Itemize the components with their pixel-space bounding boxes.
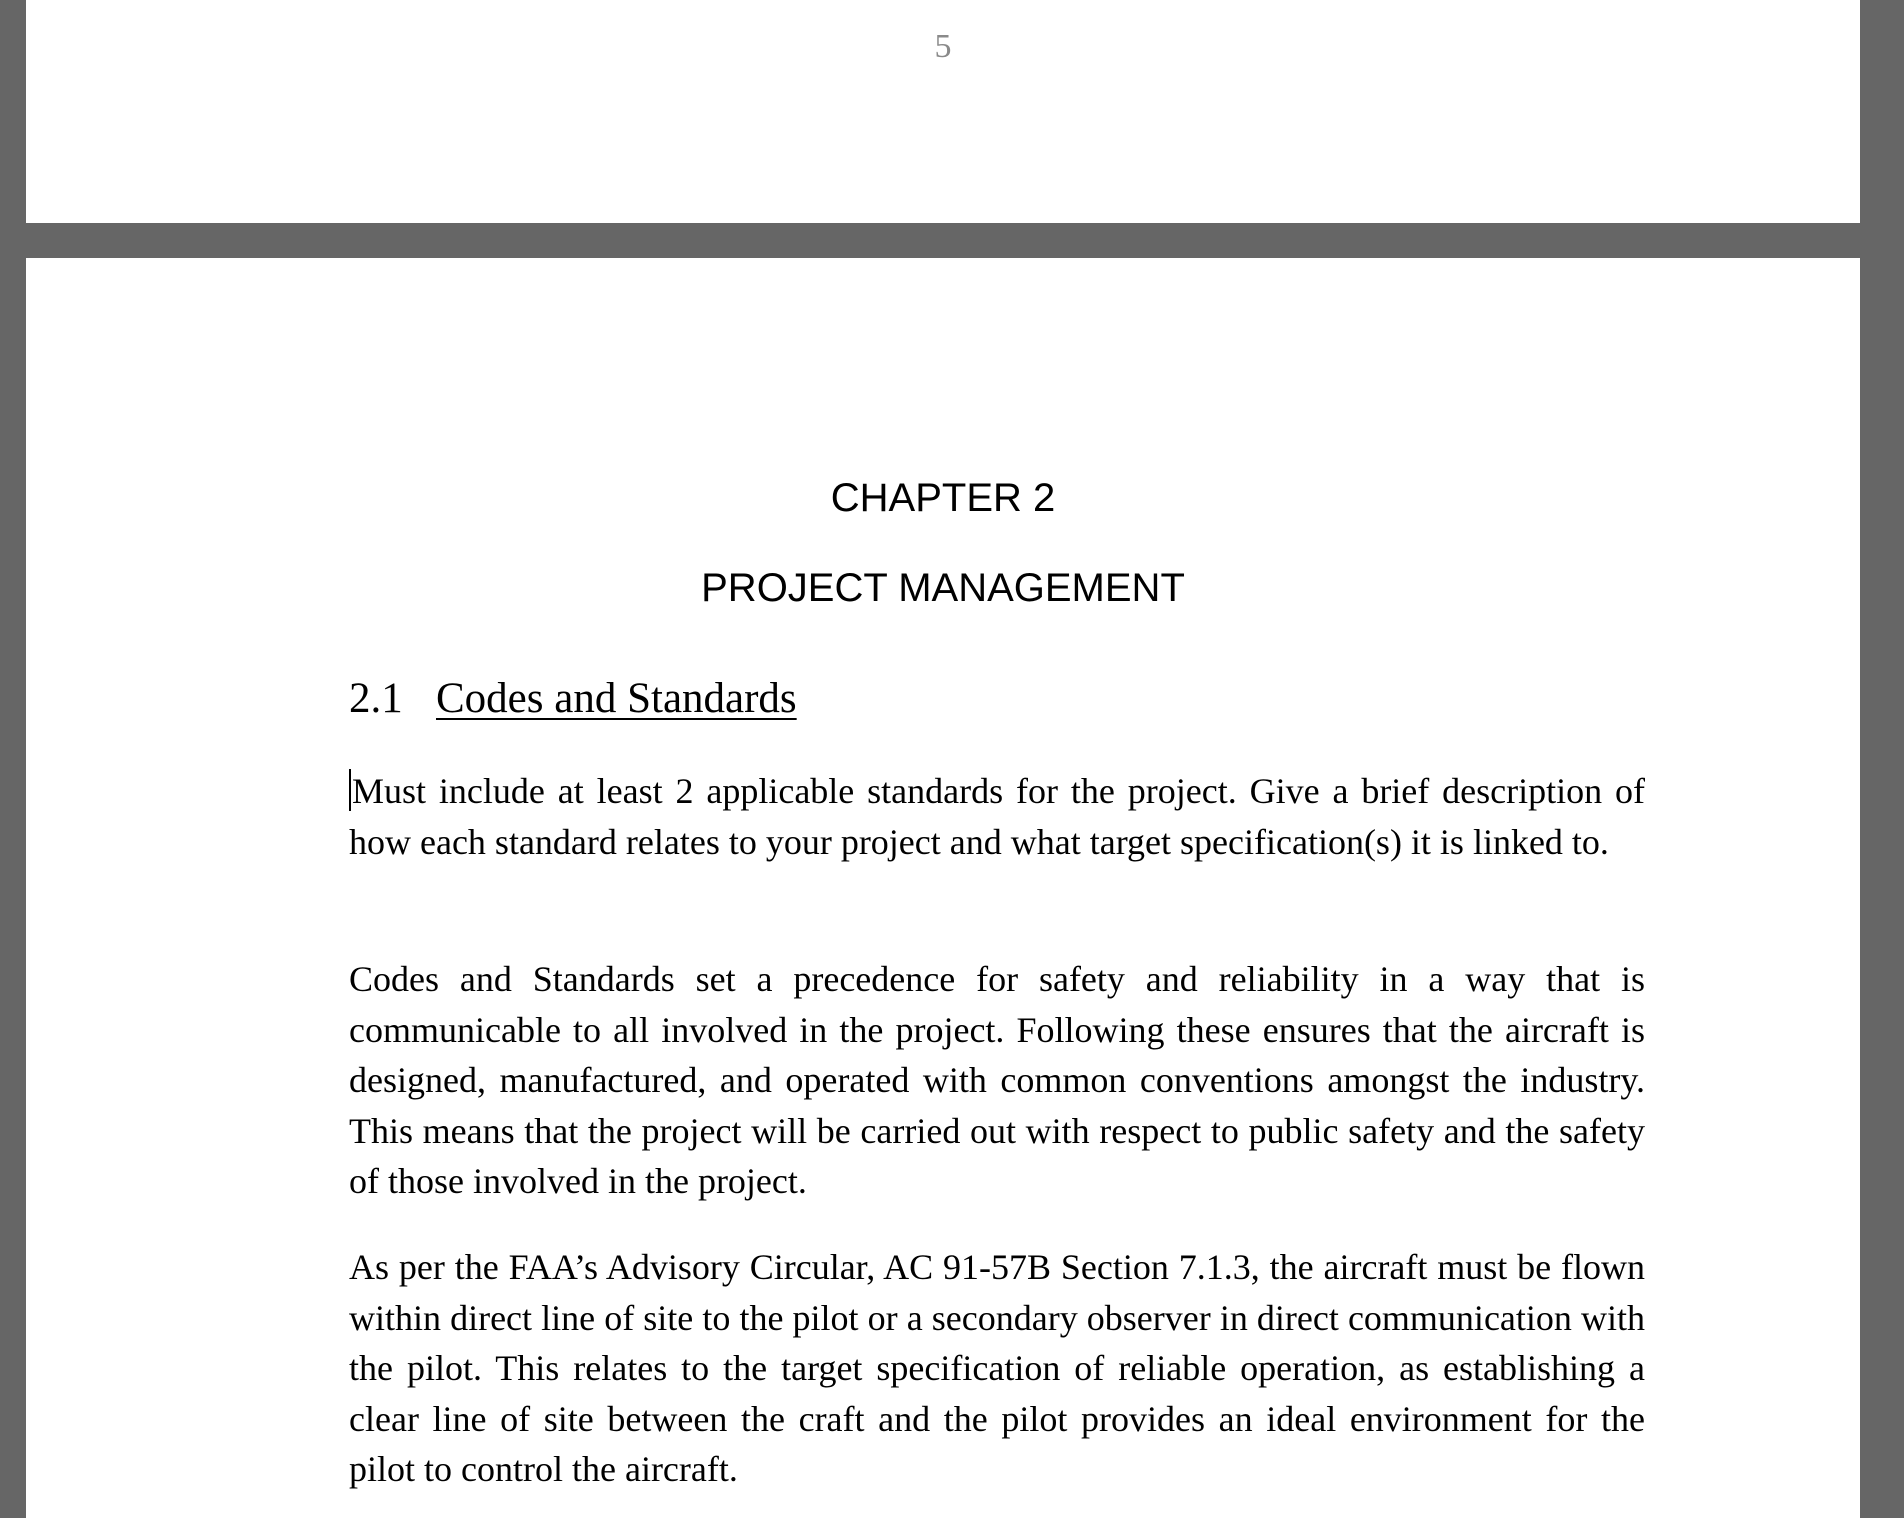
page-number: 5 — [934, 28, 952, 65]
paragraph-text: Must include at least 2 applicable standards for the project. Give a brief description of how each standard relates to your project and what target specification(s) it is linked to. — [349, 771, 1645, 862]
paragraph[interactable] — [349, 766, 1645, 867]
text-cursor — [349, 769, 351, 811]
paragraph[interactable]: Codes and Standards set a precedence for safety and reliability in a way that is communicable to all involved in the project. Following these ensures that the aircraft is designed, manufactured, and operated with common conventions amongst the industry. This means that the project will be carried out with respect to public safety and the safety of those involved in the project. — [349, 959, 1645, 1201]
section-title: Codes and Standards — [436, 675, 797, 722]
document-page[interactable] — [26, 258, 1860, 1518]
section-number: 2.1 — [349, 675, 403, 722]
paragraph[interactable]: As per the FAA’s Advisory Circular, AC 91-57B Section 7.1.3, the aircraft must be flown within direct line of site to the pilot or a secondary observer in direct communication with the pilot. This relates to the target specification of reliable operation, as establishing a clear line of site between the craft and the pilot provides an ideal environment for the pilot to control the aircraft. — [349, 1247, 1645, 1489]
chapter-label: CHAPTER 2 — [830, 476, 1056, 520]
chapter-title: PROJECT MANAGEMENT — [701, 566, 1185, 610]
section-heading — [349, 677, 797, 720]
previous-page — [26, 0, 1860, 223]
